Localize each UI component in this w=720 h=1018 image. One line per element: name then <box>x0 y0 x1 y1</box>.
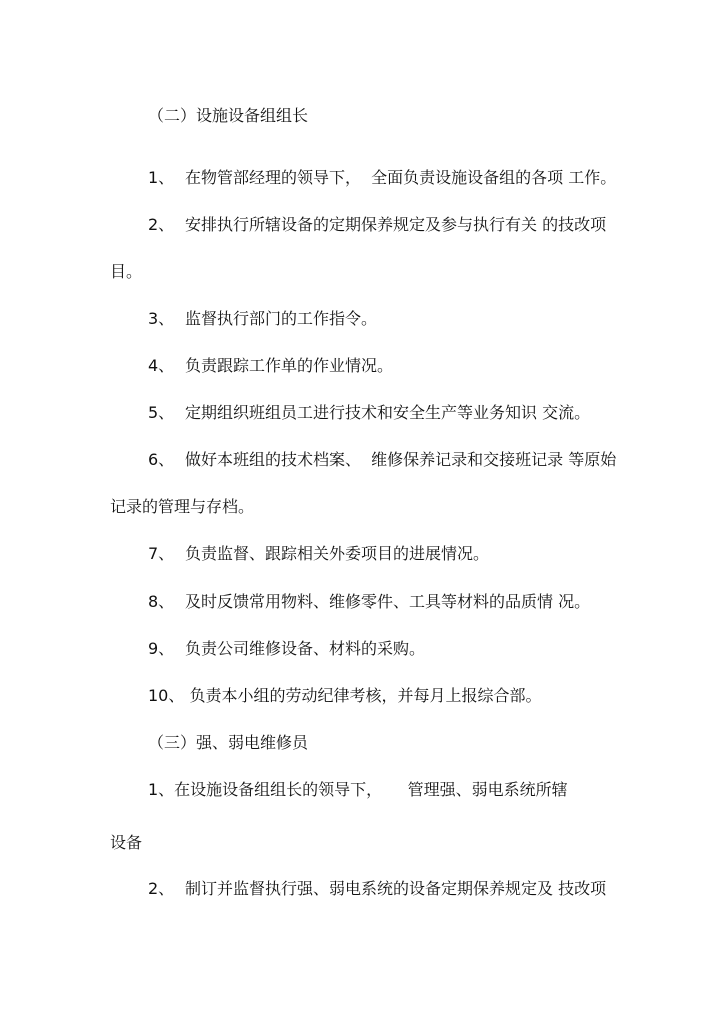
item-text: 监督执行部门的工作指令。 <box>185 309 378 328</box>
item-number: 8、 <box>148 592 175 611</box>
item-number: 2、 <box>148 879 175 898</box>
item-number: 5、 <box>148 403 175 422</box>
item-number: 1、 <box>148 168 175 187</box>
item-number: 3、 <box>148 309 175 328</box>
section-heading-electrician: （三）强、弱电维修员 <box>148 733 309 752</box>
item-number: 2、 <box>148 215 175 234</box>
item-text-continuation: 设备 <box>110 833 143 852</box>
item-text: 做好本班组的技术档案、 维修保养记录和交接班记录 等原始 <box>185 450 617 469</box>
item-text: 负责监督、跟踪相关外委项目的进展情况。 <box>185 544 490 563</box>
item-text-continuation: 记录的管理与存档。 <box>110 497 255 516</box>
section-heading-facilities-leader: （二）设施设备组组长 <box>148 106 309 125</box>
item-text-full: 10、 负责本小组的劳动纪律考核，并每月上报综合部。 <box>148 686 542 705</box>
item-number: 6、 <box>148 450 175 469</box>
item-text: 制订并监督执行强、弱电系统的设备定期保养规定及 技改项 <box>185 879 607 898</box>
item-number: 4、 <box>148 356 175 375</box>
item-text: 负责公司维修设备、材料的采购。 <box>185 639 426 658</box>
item-text: 定期组织班组员工进行技术和安全生产等业务知识 交流。 <box>185 403 591 422</box>
item-text: 及时反馈常用物料、维修零件、工具等材料的品质情 况。 <box>185 592 591 611</box>
item-text-continuation: 目。 <box>110 262 143 281</box>
item-text-full: 1、在设施设备组组长的领导下， 管理强、弱电系统所辖 <box>148 780 568 799</box>
item-text: 在物管部经理的领导下， 全面负责设施设备组的各项 工作。 <box>185 168 617 187</box>
item-text: 负责跟踪工作单的作业情况。 <box>185 356 394 375</box>
item-number: 9、 <box>148 639 175 658</box>
item-text: 安排执行所辖设备的定期保养规定及参与执行有关 的技改项 <box>185 215 607 234</box>
item-number: 7、 <box>148 544 175 563</box>
